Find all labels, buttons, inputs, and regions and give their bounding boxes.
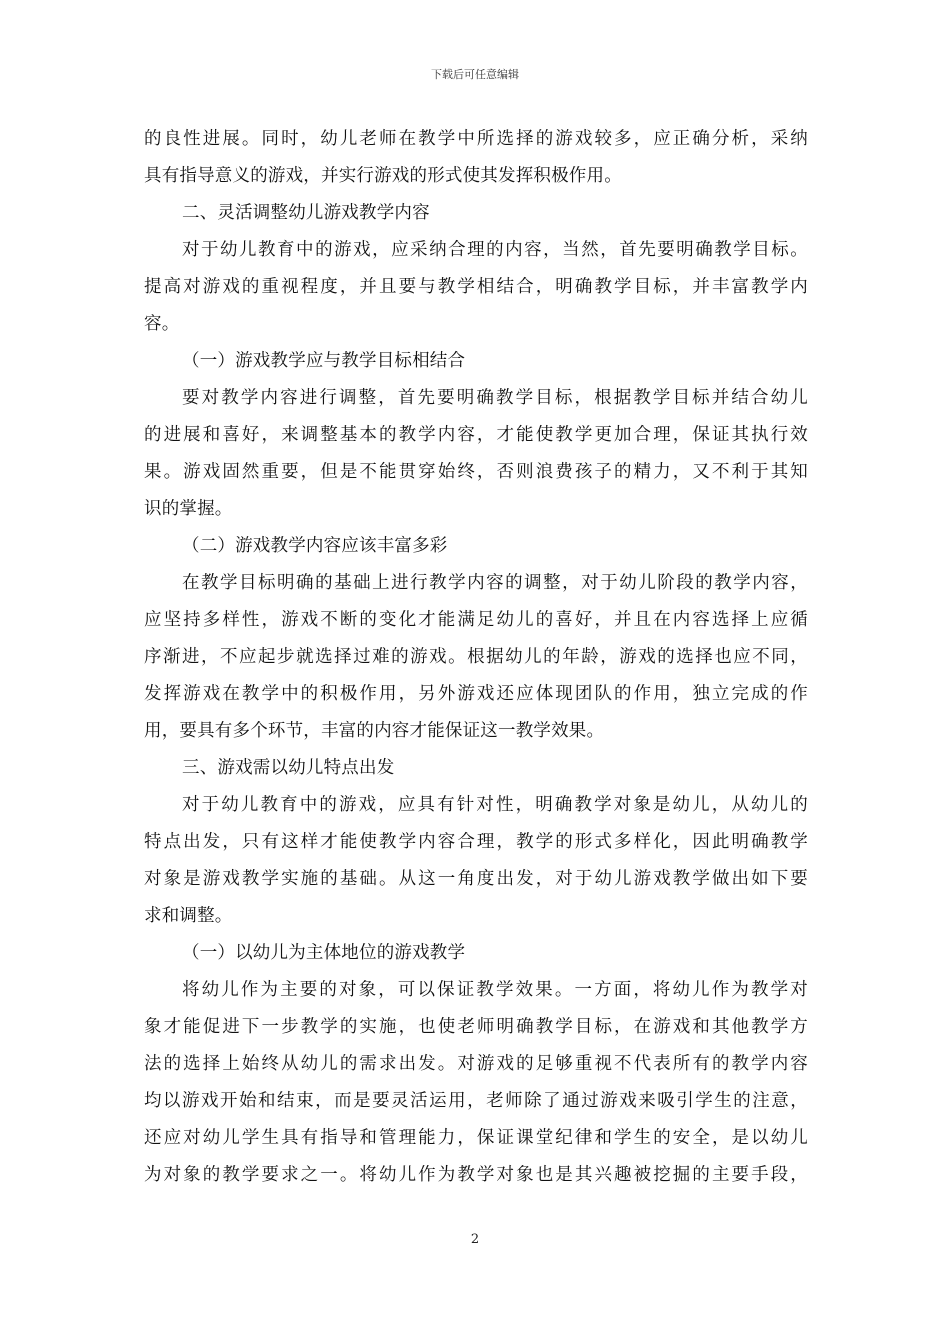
text-line: 的良性进展。同时，幼儿老师在教学中所选择的游戏较多，应正确分析，采纳 (144, 129, 808, 149)
text-line: 对于幼儿教育中的游戏，应采纳合理的内容，当然，首先要明确教学目标。 (182, 240, 808, 260)
text-line: 序渐进，不应起步就选择过难的游戏。根据幼儿的年龄，游戏的选择也应不同， (144, 647, 808, 667)
text-line: 提高对游戏的重视程度，并且要与教学相结合，明确教学目标，并丰富教学内 (144, 277, 808, 297)
text-line: （一）游戏教学应与教学目标相结合 (182, 351, 466, 371)
text-line: 还应对幼儿学生具有指导和管理能力，保证课堂纪律和学生的安全，是以幼儿 (144, 1128, 808, 1148)
text-line: 的进展和喜好，来调整基本的教学内容，才能使教学更加合理，保证其执行效 (144, 425, 808, 445)
text-line: 二、灵活调整幼儿游戏教学内容 (182, 203, 430, 223)
text-line: （一）以幼儿为主体地位的游戏教学 (182, 943, 466, 963)
text-line: 容。 (144, 314, 180, 334)
text-line: 对象是游戏教学实施的基础。从这一角度出发，对于幼儿游戏教学做出如下要 (144, 869, 808, 889)
text-line: 三、游戏需以幼儿特点出发 (182, 758, 395, 778)
text-line: 对于幼儿教育中的游戏，应具有针对性，明确教学对象是幼儿，从幼儿的 (182, 795, 808, 815)
text-line: 为对象的教学要求之一。将幼儿作为教学对象也是其兴趣被挖掘的主要手段， (144, 1165, 808, 1185)
text-line: 均以游戏开始和结束，而是要灵活运用，老师除了通过游戏来吸引学生的注意， (144, 1091, 808, 1111)
page-number: 2 (470, 1232, 480, 1247)
text-line: 用，要具有多个环节，丰富的内容才能保证这一教学效果。 (144, 721, 605, 741)
text-line: 果。游戏固然重要，但是不能贯穿始终，否则浪费孩子的精力，又不利于其知 (144, 462, 808, 482)
text-line: 将幼儿作为主要的对象，可以保证教学效果。一方面，将幼儿作为教学对 (182, 980, 808, 1000)
text-line: 具有指导意义的游戏，并实行游戏的形式使其发挥积极作用。 (144, 166, 622, 186)
page-header: 下载后可任意编辑 (431, 68, 519, 81)
text-line: 象才能促进下一步教学的实施，也使老师明确教学目标，在游戏和其他教学方 (144, 1017, 808, 1037)
text-line: 应坚持多样性，游戏不断的变化才能满足幼儿的喜好，并且在内容选择上应循 (144, 610, 808, 630)
text-line: 识的掌握。 (144, 499, 233, 519)
text-line: 求和调整。 (144, 906, 233, 926)
text-line: 法的选择上始终从幼儿的需求出发。对游戏的足够重视不代表所有的教学内容 (144, 1054, 808, 1074)
text-line: 在教学目标明确的基础上进行教学内容的调整，对于幼儿阶段的教学内容， (182, 573, 808, 593)
text-line: （二）游戏教学内容应该丰富多彩 (182, 536, 448, 556)
text-line: 特点出发，只有这样才能使教学内容合理，教学的形式多样化，因此明确教学 (144, 832, 808, 852)
text-line: 要对教学内容进行调整，首先要明确教学目标，根据教学目标并结合幼儿 (182, 388, 808, 408)
document-body (144, 121, 808, 1194)
text-line: 发挥游戏在教学中的积极作用，另外游戏还应体现团队的作用，独立完成的作 (144, 684, 808, 704)
